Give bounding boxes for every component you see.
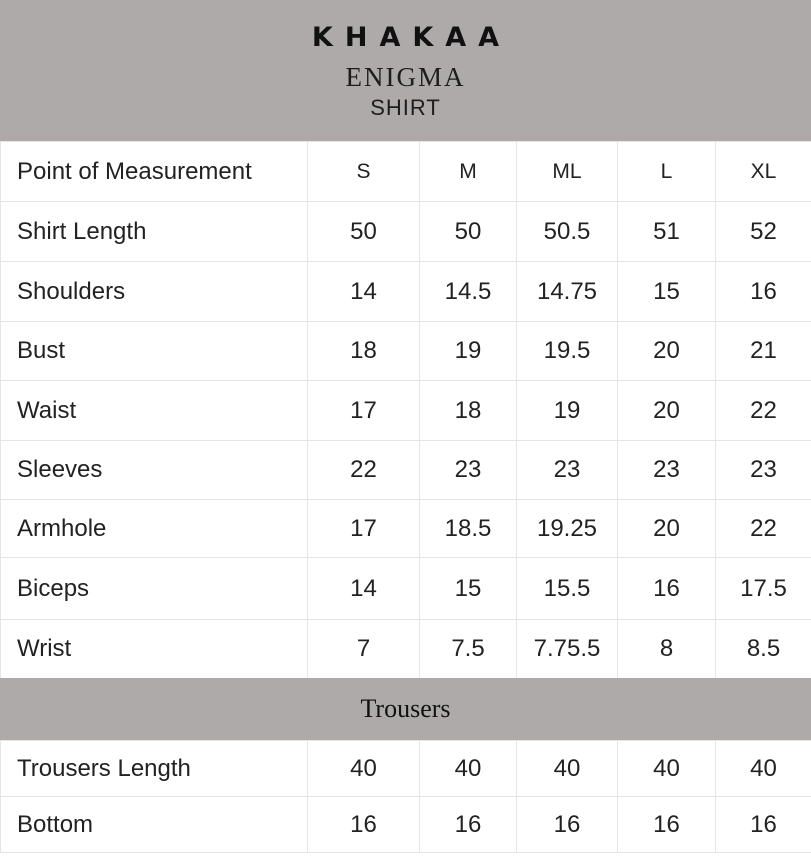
column-header-xl: XL [716, 142, 811, 202]
table-header-row [1, 142, 811, 202]
cell-value: 50 [420, 202, 517, 262]
row-label: Biceps [1, 558, 308, 620]
row-label: Waist [1, 381, 308, 441]
cell-value: 7.5 [420, 620, 517, 679]
cell-value: 51 [618, 202, 716, 262]
cell-value: 17 [308, 381, 420, 441]
cell-value: 16 [420, 797, 517, 853]
cell-value: 50.5 [517, 202, 618, 262]
table-row [1, 741, 811, 797]
cell-value: 16 [618, 797, 716, 853]
cell-value: 23 [420, 441, 517, 500]
cell-value: 40 [420, 741, 517, 797]
cell-value: 18.5 [420, 500, 517, 558]
column-header-l: L [618, 142, 716, 202]
cell-value: 22 [308, 441, 420, 500]
cell-value: 8.5 [716, 620, 811, 679]
row-label: Bust [1, 322, 308, 381]
cell-value: 7 [308, 620, 420, 679]
product-type: SHIRT [370, 95, 441, 120]
cell-value: 40 [308, 741, 420, 797]
table-row [1, 620, 811, 679]
cell-value: 8 [618, 620, 716, 679]
size-chart-header [0, 0, 811, 141]
cell-value: 20 [618, 500, 716, 558]
cell-value: 16 [517, 797, 618, 853]
cell-value: 50 [308, 202, 420, 262]
table-row [1, 381, 811, 441]
cell-value: 14 [308, 558, 420, 620]
cell-value: 15.5 [517, 558, 618, 620]
row-label: Bottom [1, 797, 308, 853]
collection-name: ENIGMA [345, 62, 466, 92]
cell-value: 15 [420, 558, 517, 620]
cell-value: 14.75 [517, 262, 618, 322]
cell-value: 14 [308, 262, 420, 322]
cell-value: 7.75.5 [517, 620, 618, 679]
row-label: Wrist [1, 620, 308, 679]
table-row [1, 441, 811, 500]
cell-value: 40 [618, 741, 716, 797]
row-label: Trousers Length [1, 741, 308, 797]
cell-value: 22 [716, 381, 811, 441]
cell-value: 15 [618, 262, 716, 322]
row-label: Sleeves [1, 441, 308, 500]
cell-value: 16 [716, 797, 811, 853]
cell-value: 52 [716, 202, 811, 262]
table-row [1, 322, 811, 381]
cell-value: 23 [517, 441, 618, 500]
column-header-m: M [420, 142, 517, 202]
row-label: Shirt Length [1, 202, 308, 262]
cell-value: 14.5 [420, 262, 517, 322]
cell-value: 17 [308, 500, 420, 558]
cell-value: 20 [618, 322, 716, 381]
cell-value: 19 [420, 322, 517, 381]
cell-value: 20 [618, 381, 716, 441]
cell-value: 18 [420, 381, 517, 441]
cell-value: 17.5 [716, 558, 811, 620]
table-row [1, 797, 811, 853]
cell-value: 22 [716, 500, 811, 558]
shirt-measurement-table [0, 141, 811, 679]
cell-value: 19 [517, 381, 618, 441]
row-label: Armhole [1, 500, 308, 558]
column-header-ml: ML [517, 142, 618, 202]
cell-value: 16 [716, 262, 811, 322]
trousers-section-title: Trousers [0, 678, 811, 740]
table-row [1, 202, 811, 262]
trousers-measurement-table [0, 740, 811, 853]
cell-value: 19.5 [517, 322, 618, 381]
brand-logo: KHAKAA [311, 22, 512, 53]
cell-value: 21 [716, 322, 811, 381]
cell-value: 23 [716, 441, 811, 500]
cell-value: 18 [308, 322, 420, 381]
column-header-s: S [308, 142, 420, 202]
row-label: Shoulders [1, 262, 308, 322]
cell-value: 16 [618, 558, 716, 620]
table-row [1, 262, 811, 322]
cell-value: 16 [308, 797, 420, 853]
cell-value: 23 [618, 441, 716, 500]
column-header-point: Point of Measurement [1, 142, 308, 202]
table-row [1, 500, 811, 558]
cell-value: 19.25 [517, 500, 618, 558]
table-row [1, 558, 811, 620]
cell-value: 40 [517, 741, 618, 797]
cell-value: 40 [716, 741, 811, 797]
